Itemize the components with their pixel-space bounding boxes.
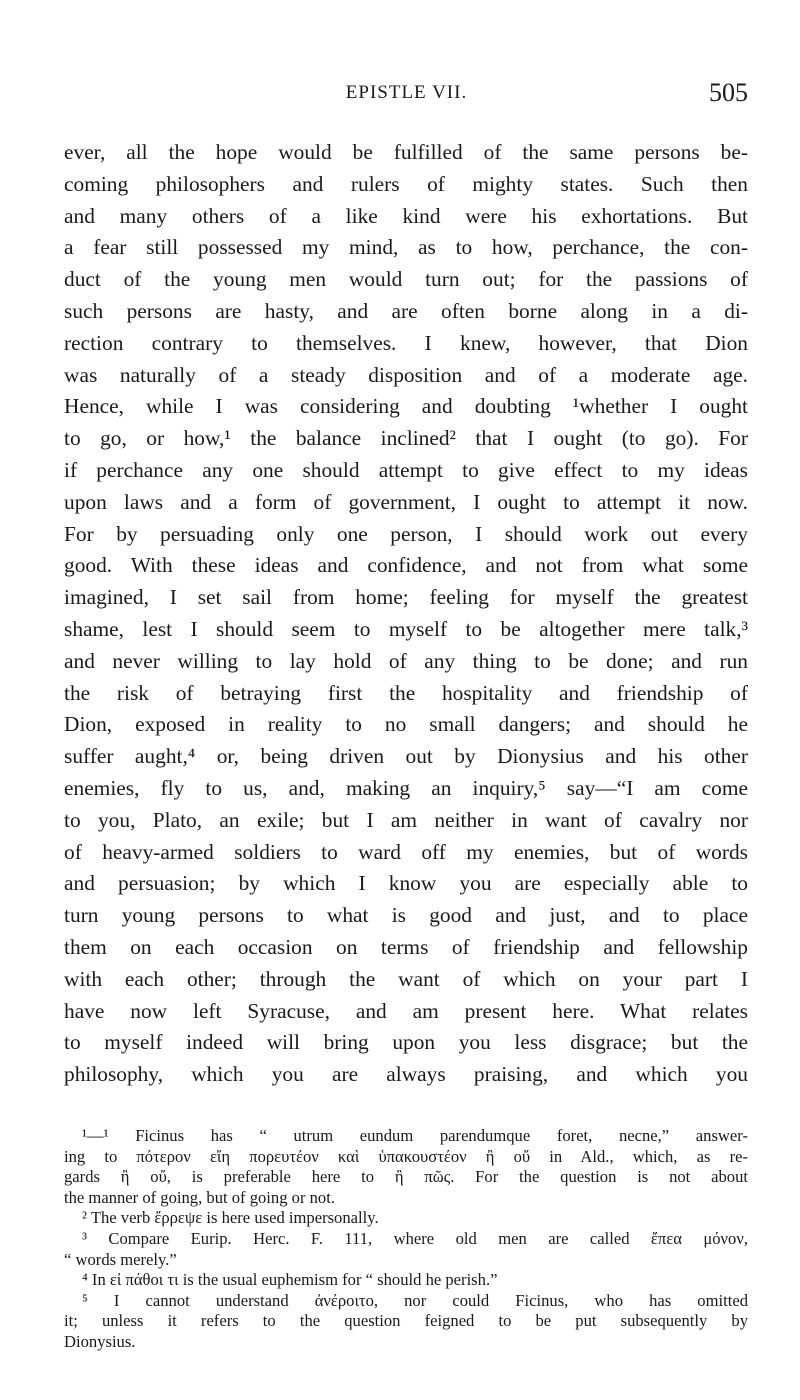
body-line: good. With these ideas and confidence, and not from what some (64, 553, 748, 578)
body-line: and many others of a like kind were his exhortations. But (64, 203, 748, 228)
body-line: ever, all the hope would be fulfilled of the same persons be- (64, 140, 748, 164)
body-line: if perchance any one should attempt to give effect to my ideas (64, 457, 748, 482)
body-line: turn young persons to what is good and just, and to place (64, 903, 748, 928)
body-line: coming philosophers and rulers of mighty states. Such then (64, 171, 748, 196)
body-line: duct of the young men would turn out; for the passions of (64, 267, 748, 292)
footnote-line: “ words merely.” (64, 1249, 177, 1269)
footnote-line: it; unless it refers to the question feigned to be put subsequently by (64, 1311, 748, 1331)
body-line: and never willing to lay hold of any thing to be done; and run (64, 648, 748, 673)
footnote-line: ¹—¹ Ficinus has “ utrum eundum parendumque foret, necne,” answer- (82, 1126, 748, 1145)
footnote-line: the manner of going, but of going or not. (64, 1187, 335, 1207)
body-line: with each other; through the want of which on your part I (64, 966, 748, 991)
footnote-line: ⁵ I cannot understand ἀνέροιτο, nor could Ficinus, who has omitted (82, 1290, 748, 1310)
body-line: to you, Plato, an exile; but I am neither in want of cavalry nor (64, 807, 748, 832)
body-text (64, 137, 748, 1091)
body-line: upon laws and a form of government, I ought to attempt it now. (64, 489, 748, 514)
footnotes (64, 1126, 748, 1353)
body-line: shame, lest I should seem to myself to be altogether mere talk,³ (64, 616, 748, 641)
body-line: to myself indeed will bring upon you less disgrace; but the (64, 1030, 748, 1055)
body-line: rection contrary to themselves. I knew, however, that Dion (64, 330, 748, 355)
page-number: 505 (709, 78, 748, 107)
body-line: have now left Syracuse, and am present here. What relates (64, 998, 748, 1023)
body-line: enemies, fly to us, and, making an inquiry,⁵ say—“I am come (64, 775, 748, 800)
body-line: Dion, exposed in reality to no small dangers; and should he (64, 712, 748, 737)
footnote-line: Dionysius. (64, 1331, 136, 1351)
body-line: such persons are hasty, and are often borne along in a di- (64, 298, 748, 323)
body-line: Hence, while I was considering and doubting ¹whether I ought (64, 394, 748, 419)
footnote-line: ing to πότερον εἴη πορευτέον καὶ ὑπακουστέον ἢ οὔ in Ald., which, as re- (64, 1146, 748, 1166)
body-line: imagined, I set sail from home; feeling for myself the greatest (64, 585, 748, 610)
page-header (65, 78, 748, 108)
body-line: them on each occasion on terms of friendship and fellowship (64, 934, 748, 959)
body-line: the risk of betraying first the hospitality and friendship of (64, 680, 748, 705)
body-line: philosophy, which you are always praising, and which you (64, 1062, 748, 1087)
body-line: a fear still possessed my mind, as to how, perchance, the con- (64, 235, 748, 260)
footnote-line: ⁴ In εἰ πάθοι τι is the usual euphemism for “ should he perish.” (82, 1270, 498, 1290)
footnote-line: ³ Compare Eurip. Herc. F. 111, where old men are called ἔπεα μόνον, (82, 1228, 748, 1248)
footnote-line: ² The verb ἔρρεψε is here used impersonally. (82, 1208, 379, 1228)
body-line: suffer aught,⁴ or, being driven out by Dionysius and his other (64, 744, 748, 769)
body-line: For by persuading only one person, I should work out every (64, 521, 748, 546)
footnote-line: gards ἢ οὔ, is preferable here to ἢ πῶς. For the question is not about (64, 1167, 748, 1187)
body-line: was naturally of a steady disposition and of a moderate age. (64, 362, 748, 387)
running-head: EPISTLE VII. (345, 82, 468, 103)
body-line: to go, or how,¹ the balance inclined² that I ought (to go). For (64, 426, 748, 451)
body-line: of heavy-armed soldiers to ward off my enemies, but of words (64, 839, 748, 864)
body-line: and persuasion; by which I know you are especially able to (64, 871, 748, 896)
